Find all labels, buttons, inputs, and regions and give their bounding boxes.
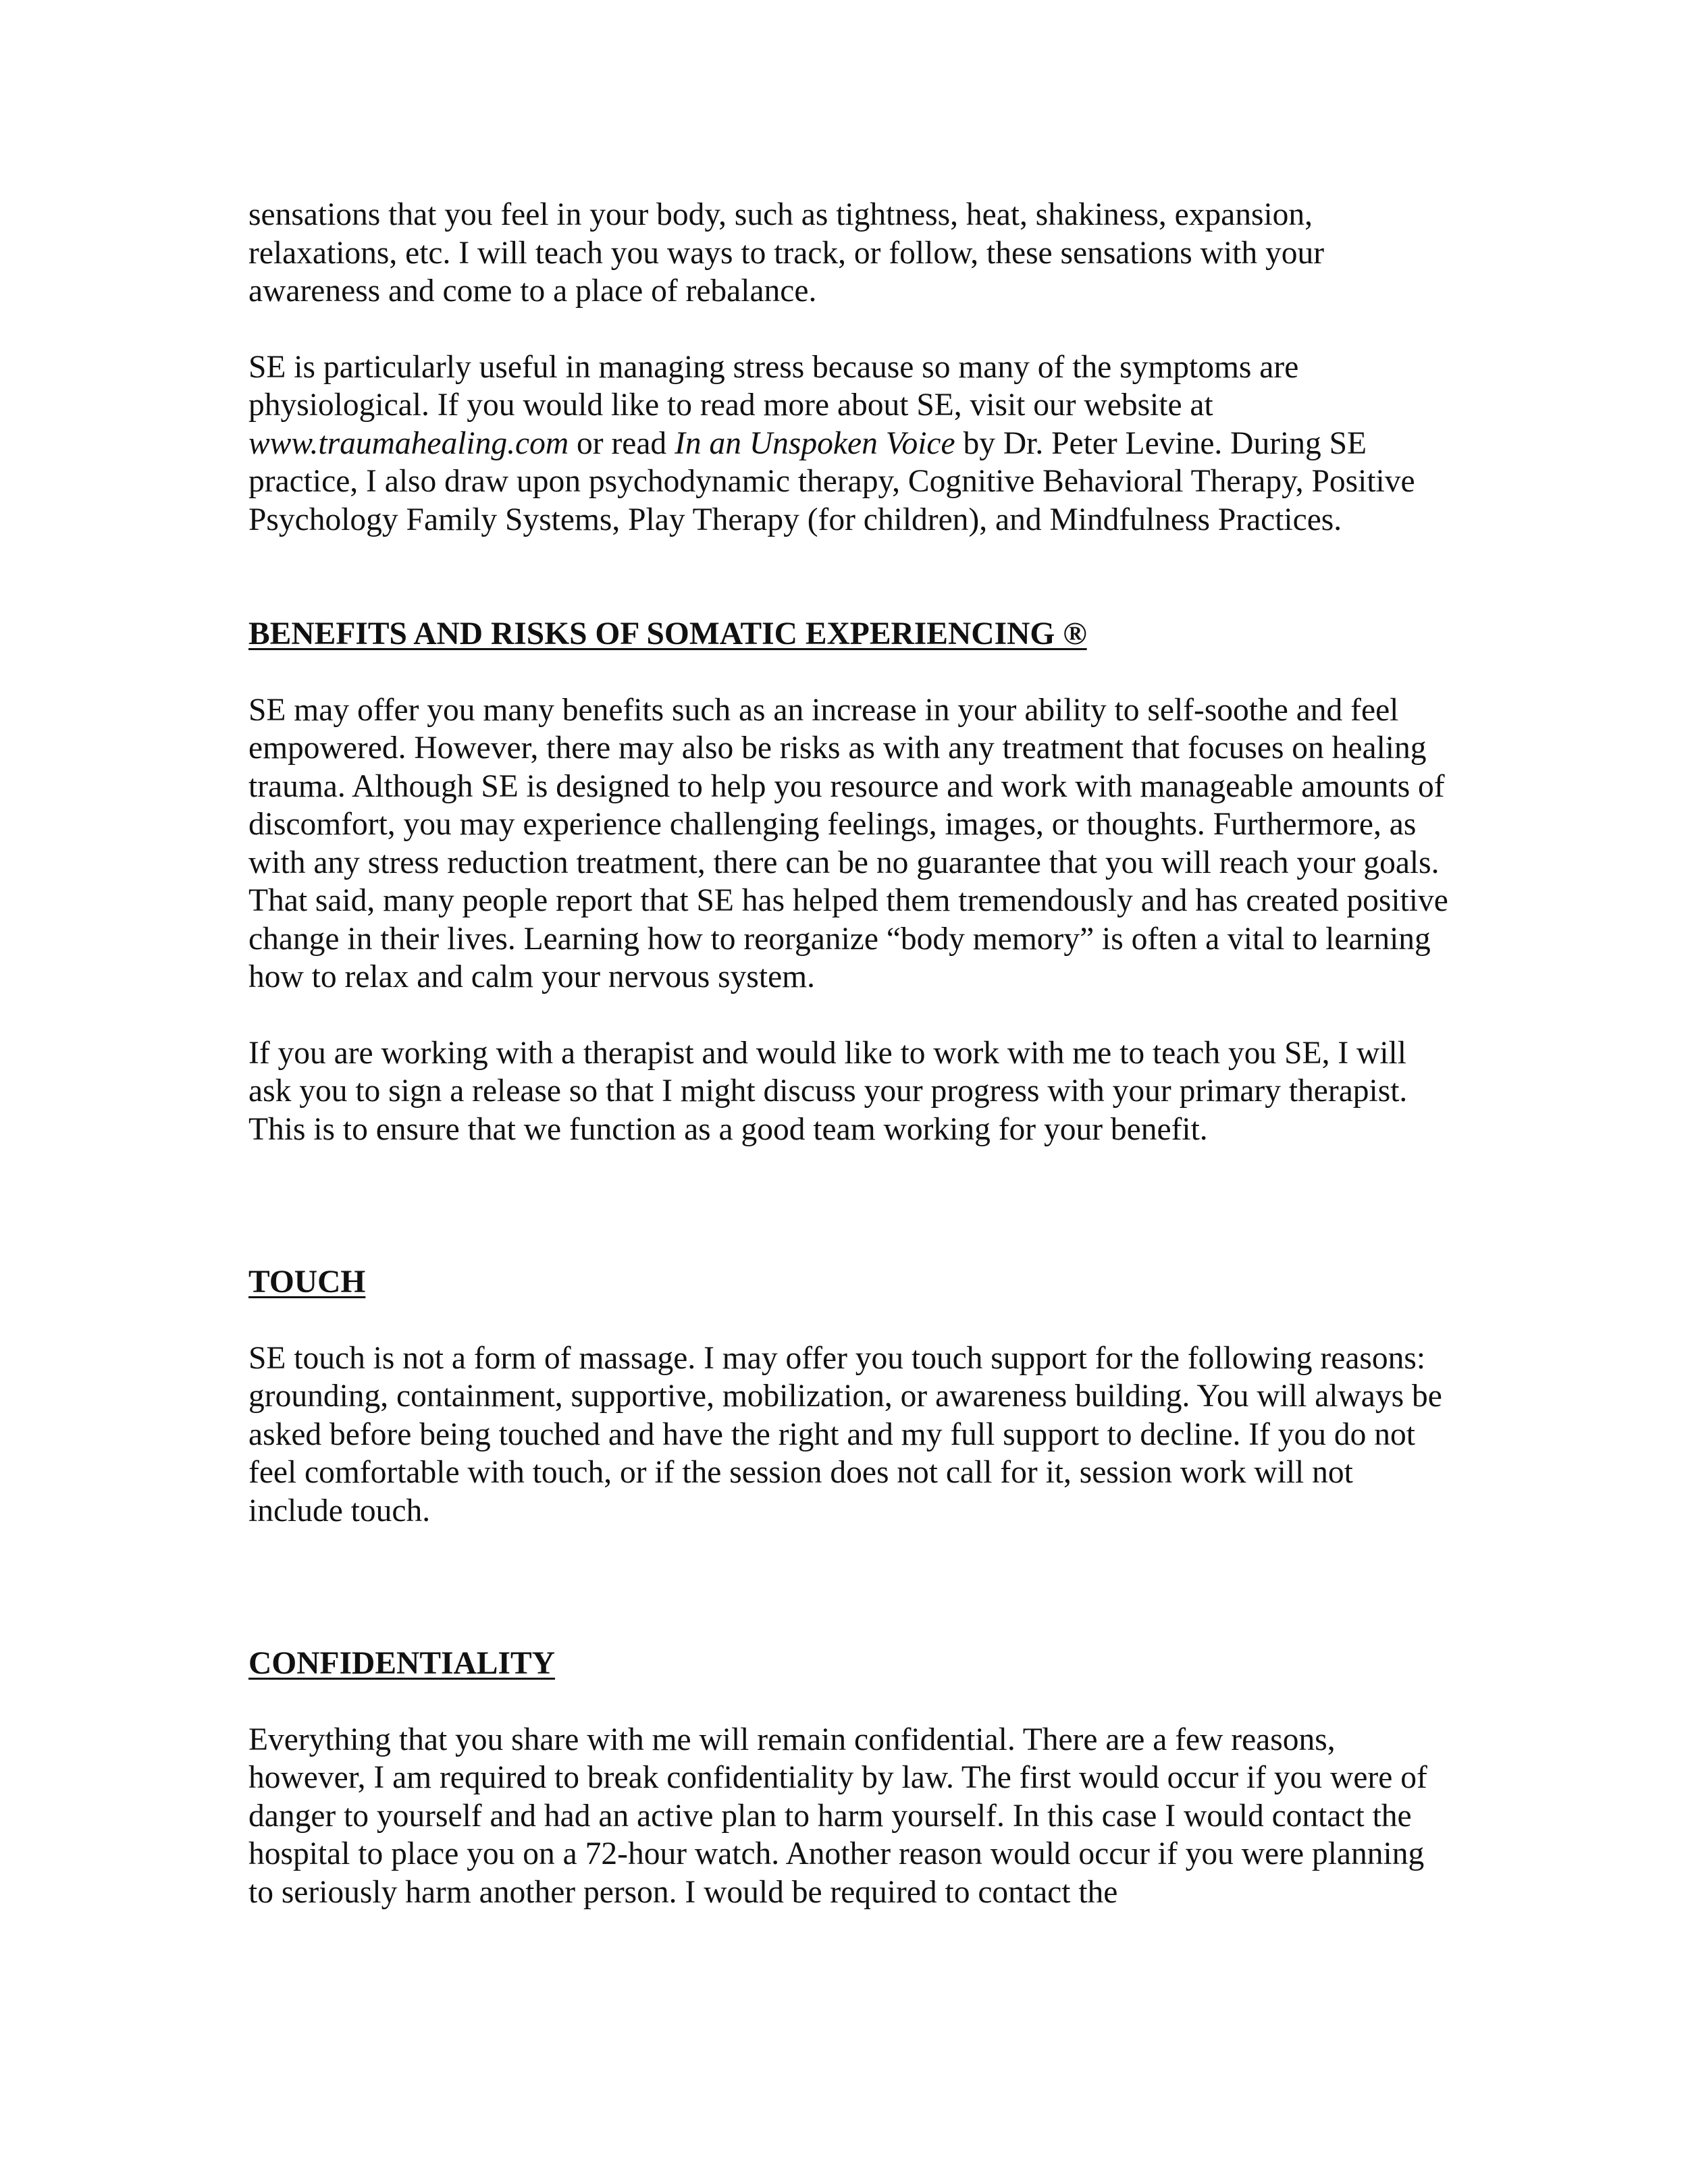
spacer: [248, 654, 1450, 691]
touch-paragraph: SE touch is not a form of massage. I may offer you touch support for the following reasons: grounding, containment, supportive, mobilization, or awareness building. You will always be asked before being touched and have the right and my full support to decline. If you do not feel comfortable with touch, or if the session does not call for it, session work will not include touch.: [248, 1340, 1442, 1528]
se-stress-text-middle: or read: [569, 425, 675, 461]
benefits-risks-heading: BENEFITS AND RISKS OF SOMATIC EXPERIENCING ®: [248, 616, 1087, 651]
benefits-paragraph: SE may offer you many benefits such as an increase in your ability to self-soothe and feel empowered. However, there may also be risks as with any treatment that focuses on healing trauma. Although SE is designed to help you resource and work with manageable amounts of discomfort, you may experience challenging feelings, images, or thoughts. Furthermore, as with any stress reduction treatment, there can be no guarantee that you will reach your goals. That said, many people report that SE has helped them tremendously and has created positive change in their lives. Learning how to reorganize “body memory” is often a vital to learning how to relax and calm your nervous system.: [248, 692, 1448, 994]
se-stress-text-end: by Dr. Peter Levine. During SE practice, I also draw upon psychodynamic therapy, Cognitive Behavioral Therapy, Positive Psychology Family Systems, Play Therapy (for children), and Mindfulness Practices.: [248, 425, 1415, 537]
spacer: [248, 1148, 1450, 1263]
confidentiality-paragraph: Everything that you share with me will remain confidential. There are a few reasons, however, I am required to break confidentiality by law. The first would occur if you were of danger to yourself and had an active plan to harm yourself. In this case I would contact the hospital to place you on a 72-hour watch. Another reason would occur if you were planning to seriously harm another person. I would be required to contact the: [248, 1722, 1427, 1910]
book-title: In an Unspoken Voice: [675, 425, 955, 461]
spacer: [248, 1530, 1450, 1645]
intro-paragraph: sensations that you feel in your body, such as tightness, heat, shakiness, expansion, relaxations, etc. I will teach you ways to track, or follow, these sensations with your awareness and come to a place of rebalance.: [248, 197, 1325, 309]
se-stress-paragraph: [248, 348, 1450, 539]
spacer: [248, 1683, 1450, 1721]
spacer: [248, 1302, 1450, 1339]
therapist-release-paragraph: If you are working with a therapist and would like to work with me to teach you SE, I will ask you to sign a release so that I might discuss your progress with your primary therapist. This is to ensure that we function as a good team working for your benefit.: [248, 1035, 1408, 1147]
website-link[interactable]: www.traumahealing.com: [248, 425, 569, 461]
spacer: [248, 311, 1450, 348]
spacer: [248, 996, 1450, 1034]
confidentiality-heading: CONFIDENTIALITY: [248, 1646, 555, 1681]
spacer: [248, 539, 1450, 615]
se-stress-text-start: SE is particularly useful in managing stress because so many of the symptoms are physiological. If you would like to read more about SE, visit our website at: [248, 349, 1299, 423]
touch-heading: TOUCH: [248, 1264, 366, 1300]
document-body: [248, 196, 1450, 1911]
